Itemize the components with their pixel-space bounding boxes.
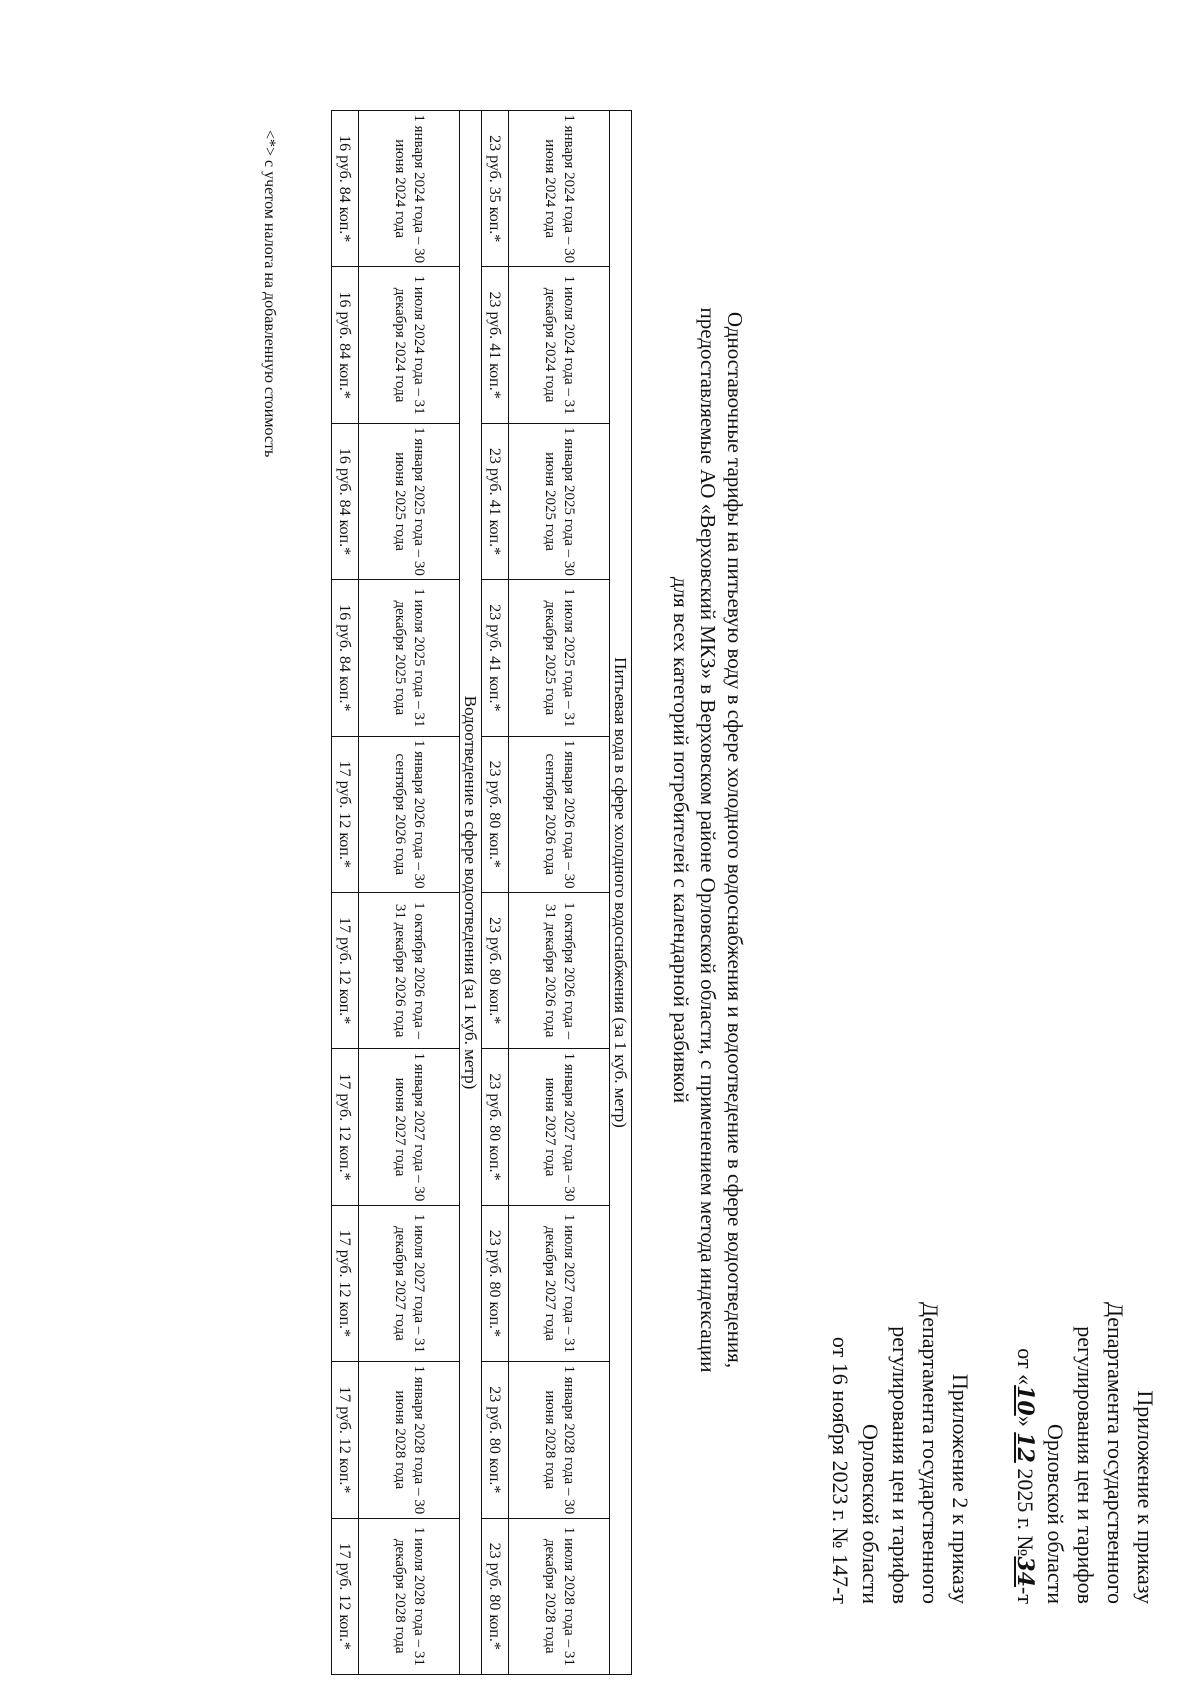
period-cell: 1 января 2028 года – 30 июня 2028 года [359,1362,460,1518]
order-suffix: -т [1013,1587,1038,1604]
header-line: Департамента государственного [1103,1301,1128,1604]
price-cell: 17 руб. 12 коп.* [332,1205,359,1361]
period-cell: 1 июля 2027 года – 31 декабря 2027 года [359,1205,460,1361]
appendix-header-previous [825,1302,975,1604]
price-cell: 23 руб. 41 коп.* [482,423,509,579]
price-cell: 17 руб. 12 коп.* [332,736,359,892]
document-title [667,140,748,1540]
period-cell: 1 января 2025 года – 30 июня 2025 года [509,423,610,579]
price-cell: 17 руб. 12 коп.* [332,892,359,1048]
period-cell: 1 июля 2025 года – 31 декабря 2025 года [509,580,610,736]
period-cell: 1 июля 2027 года – 31 декабря 2027 года [509,1205,610,1361]
price-cell: 23 руб. 41 коп.* [482,580,509,736]
price-row [332,111,359,1675]
date-year: 2025 г. № [1013,1462,1038,1557]
period-cell: 1 июля 2025 года – 31 декабря 2025 года [359,580,460,736]
period-cell: 1 января 2028 года – 30 июня 2028 года [509,1362,610,1518]
tariff-table [331,110,632,1675]
appendix-header-current [1010,1302,1160,1604]
header-line: от 16 ноября 2023 г. № 147-т [828,1336,853,1604]
date-prefix: от « [1013,1348,1038,1386]
section-row [460,111,482,1675]
price-cell: 16 руб. 84 коп.* [332,267,359,423]
period-cell: 1 января 2024 года – 30 июня 2024 года [509,111,610,267]
price-cell: 17 руб. 12 коп.* [332,1362,359,1518]
header-line: Приложение 2 к приказу [948,1373,973,1604]
section-title: Водоотведение в сфере водоотведения (за 1 куб. метр) [460,111,482,1675]
header-line: Орловской области [858,1424,883,1604]
price-cell: 23 руб. 80 коп.* [482,1518,509,1674]
header-line: Департамента государственного [918,1301,943,1604]
period-cell: 1 января 2024 года – 30 июня 2024 года [359,111,460,267]
section-row [610,111,632,1675]
title-line: предоставляемые АО «Верховский МКЗ» в Верховском районе Орловской области, с применением метода индексации [696,307,720,1373]
header-line: регулирования цен и тарифов [1073,1326,1098,1604]
period-cell: 1 января 2027 года – 30 июня 2027 года [359,1049,460,1205]
price-cell: 17 руб. 12 коп.* [332,1518,359,1674]
price-row [482,111,509,1675]
period-cell: 1 октября 2026 года – 31 декабря 2026 года [509,892,610,1048]
period-row [359,111,460,1675]
header-line: Приложение к приказу [1133,1390,1158,1604]
price-cell: 23 руб. 80 коп.* [482,1205,509,1361]
period-cell: 1 июля 2024 года – 31 декабря 2024 года [509,267,610,423]
period-cell: 1 октября 2026 года – 31 декабря 2026 года [359,892,460,1048]
price-cell: 16 руб. 84 коп.* [332,580,359,736]
period-cell: 1 января 2026 года – 30 сентября 2026 года [359,736,460,892]
period-cell: 1 июля 2028 года – 31 декабря 2028 года [509,1518,610,1674]
handwritten-day: 10 [1012,1385,1038,1416]
period-cell: 1 января 2027 года – 30 июня 2027 года [509,1049,610,1205]
price-cell: 23 руб. 80 коп.* [482,1049,509,1205]
handwritten-month: 12 [1012,1432,1038,1463]
period-cell: 1 января 2026 года – 30 сентября 2026 года [509,736,610,892]
period-cell: 1 июля 2024 года – 31 декабря 2024 года [359,267,460,423]
header-line: Орловской области [1043,1424,1068,1604]
title-line: для всех категорий потребителей с календарной разбивкой [669,576,693,1104]
price-cell: 23 руб. 80 коп.* [482,736,509,892]
handwritten-order-number: 34 [1012,1556,1038,1588]
header-line: регулирования цен и тарифов [888,1326,913,1604]
price-cell: 23 руб. 41 коп.* [482,267,509,423]
footnote: <*> с учетом налога на добавленную стоимость [261,130,278,458]
price-cell: 16 руб. 84 коп.* [332,111,359,267]
price-cell: 16 руб. 84 коп.* [332,423,359,579]
period-cell: 1 января 2025 года – 30 июня 2025 года [359,423,460,579]
price-cell: 17 руб. 12 коп.* [332,1049,359,1205]
price-cell: 23 руб. 80 коп.* [482,892,509,1048]
period-cell: 1 июля 2028 года – 31 декабря 2028 года [359,1518,460,1674]
price-cell: 23 руб. 35 коп.* [482,111,509,267]
date-mid: » [1013,1415,1038,1433]
price-cell: 23 руб. 80 коп.* [482,1362,509,1518]
section-title: Питьевая вода в сфере холодного водоснабжения (за 1 куб. метр) [610,111,632,1675]
title-line: Одноставочные тарифы на питьевую воду в сфере холодного водоснабжения и водоотведение в сфере водоотведения, [723,311,747,1369]
period-row [509,111,610,1675]
order-date-line [1010,1302,1040,1604]
